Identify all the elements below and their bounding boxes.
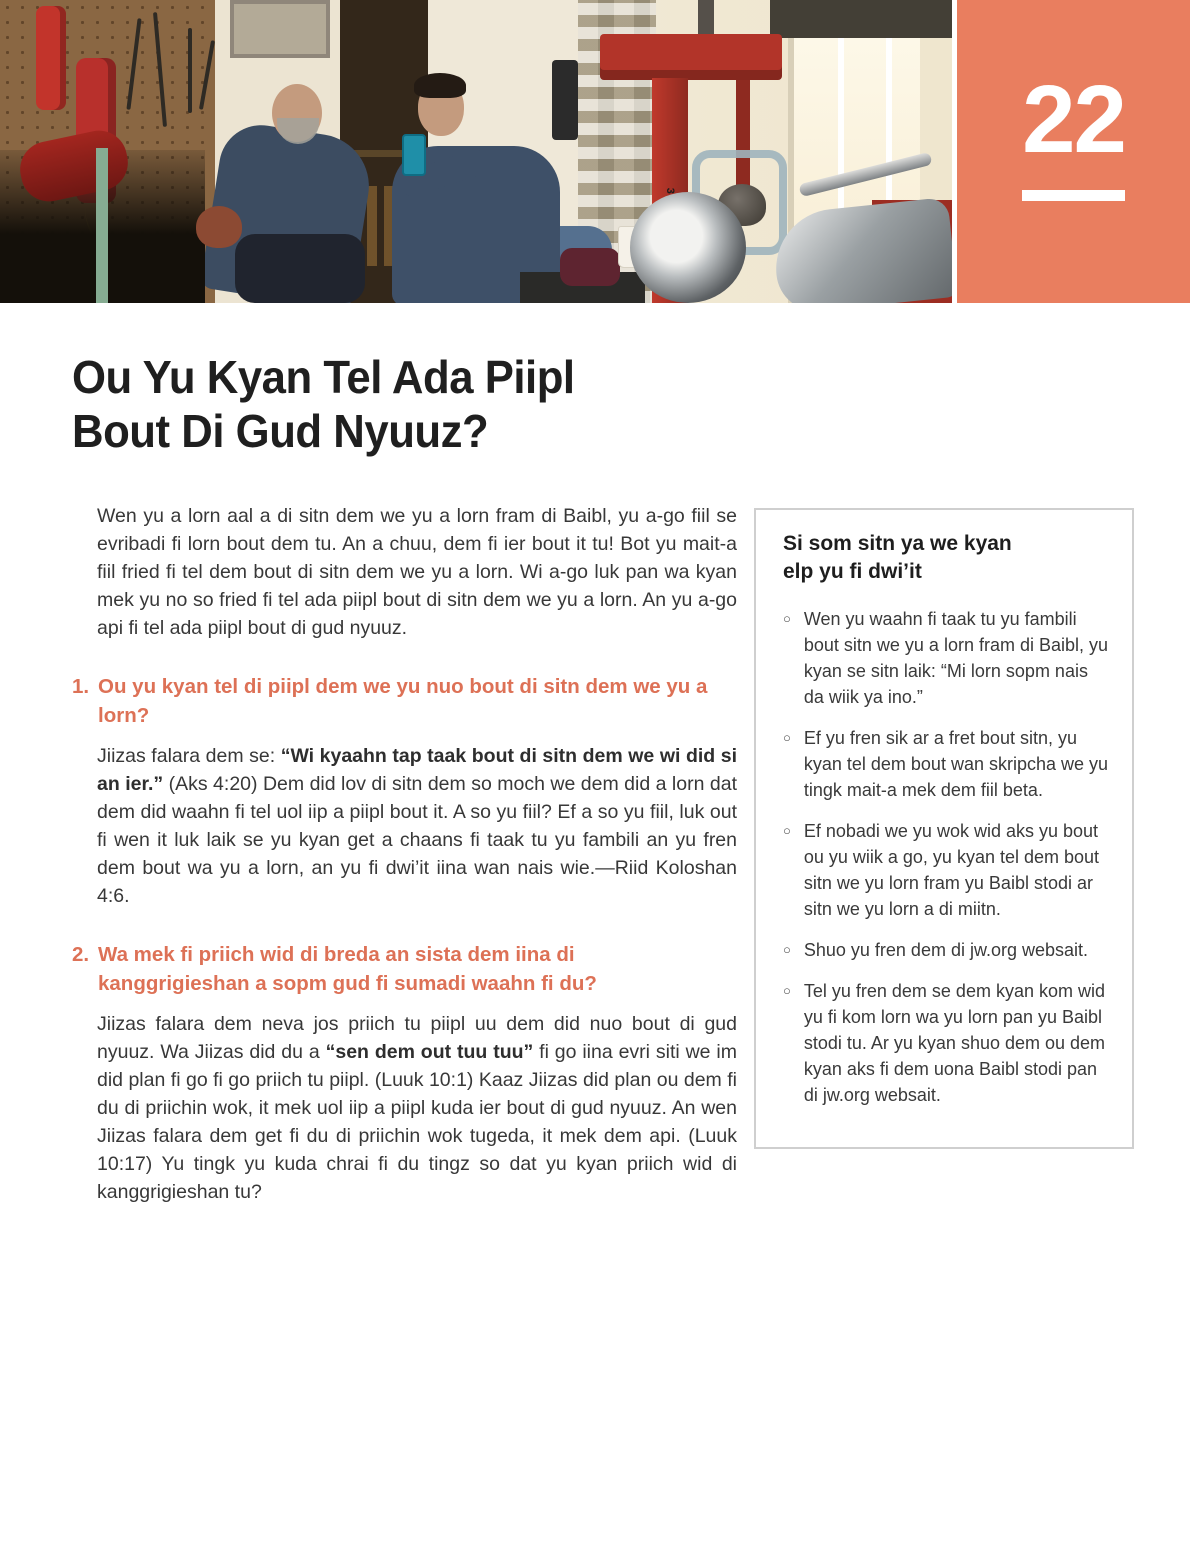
answer-paragraph: Jiizas falara dem neva jos priich tu piipl uu dem did nuo bout di gud nyuuz. Wa Jiizas did du a “sen dem out tuu tuu” fi go iina evri siti we im did plan fi go fi go priich tu piipl. (Luuk 10:1) Kaaz Jiizas did plan ou dem fi du di priichin wok, it mek uol iip a piipl kuda ier bout di gud nyuuz. An wen Jiizas falara dem get fi du di priichin wok tugeda, it mek dem api. (Luuk 10:17) Yu tingk yu kuda chrai fi du tingz so dat yu kyan priich wid di kanggrigieshan tu? bbox=[97, 1013, 737, 1203]
sidebar-bullet-item bbox=[783, 937, 1108, 963]
question-text: Wa mek fi priich wid di breda an sista dem iina di kanggrigieshan a sopm gud fi sumadi waahn fi du? bbox=[98, 943, 597, 995]
sidebar-bullet-text: Shuo yu fren dem di jw.org websait. bbox=[803, 940, 1089, 960]
lesson-section bbox=[72, 940, 737, 1206]
hero-photo bbox=[0, 0, 952, 303]
fire-extinguisher bbox=[36, 6, 66, 110]
motorcycle-headlight bbox=[630, 192, 746, 303]
mechanic-left-legs bbox=[235, 234, 365, 303]
answer-paragraph: Jiizas falara dem se: “Wi kyaahn tap taak bout di sitn dem we wi did si an ier.” (Aks 4:20) Dem did lov di sitn dem so moch we dem did a lorn dat dem did waahn fi tel uol iip a piipl bout it. A so yu fiil? Ef a so yu fiil, luk out fi wen it luk laik se yu kyan get a chaans fi taak tu yu fambili an yu fren dem bout wa yu a lorn, an yu fi dwi’it iina wan nais wie.—Riid Koloshan 4:6. bbox=[97, 745, 738, 907]
sidebar-bullet-text: Wen yu waahn fi taak tu yu fambili bout sitn we yu a lorn fram di Baibl, yu kyan se sitn laik: “Mi lorn sopm nais da wiik ya ino.” bbox=[803, 609, 1109, 707]
question-number: 1. bbox=[72, 675, 90, 698]
sidebar-bullet-list bbox=[783, 606, 1108, 1108]
green-post bbox=[96, 148, 108, 303]
lift-screw bbox=[698, 0, 714, 38]
sidebar-bullet-text: Ef yu fren sik ar a fret bout sitn, yu kyan tel dem bout wan skripcha we yu tingk mait-a mek dem fiil beta. bbox=[803, 728, 1109, 800]
sidebar-title bbox=[783, 530, 1108, 586]
sidebar-title-line2: elp yu fi dwi’it bbox=[783, 560, 922, 583]
question-heading bbox=[72, 672, 712, 730]
window-blinds bbox=[770, 0, 952, 38]
sidebar-bullet-item bbox=[783, 978, 1108, 1108]
page-title-line2: Bout Di Gud Nyuuz? bbox=[72, 405, 489, 457]
sidebar-box bbox=[754, 508, 1134, 1149]
lesson-section bbox=[72, 672, 737, 910]
lesson-sections bbox=[72, 672, 737, 1206]
sidebar-bullet-item bbox=[783, 606, 1108, 710]
circle-bullet-icon: ○ bbox=[783, 611, 791, 626]
lesson-number: 22 bbox=[1022, 66, 1125, 173]
sidebar-bullet-item bbox=[783, 818, 1108, 922]
question-heading bbox=[72, 940, 712, 998]
sidebar-bullet-text: Ef nobadi we yu wok wid aks yu bout ou yu wiik a go, yu kyan tel dem bout sitn we yu lorn fram yu Baibl stodi ar sitn we yu lorn a di miitn. bbox=[803, 821, 1100, 919]
circle-bullet-icon: ○ bbox=[783, 942, 791, 957]
red-rag bbox=[560, 248, 620, 286]
question-text: Ou yu kyan tel di piipl dem we yu nuo bout di sitn dem we yu a lorn? bbox=[98, 675, 708, 727]
sidebar-bullet-text: Tel yu fren dem se dem kyan kom wid yu fi kom lorn wa yu lorn pan yu Baibl stodi tu. Ar yu kyan shuo dem ou dem kyan aks fi dem uona Baibl stodi pan di jw.org websait. bbox=[803, 981, 1106, 1105]
main-column bbox=[72, 350, 737, 1206]
sidebar-title-line1: Si som sitn ya we kyan bbox=[783, 532, 1012, 555]
red-lift-beam bbox=[600, 34, 782, 80]
mechanic-right-hair bbox=[414, 73, 466, 98]
sidebar-bullet-item bbox=[783, 725, 1108, 803]
page-title-line1: Ou Yu Kyan Tel Ada Piipl bbox=[72, 351, 575, 403]
circle-bullet-icon: ○ bbox=[783, 823, 791, 838]
lesson-number-badge bbox=[957, 0, 1190, 303]
smartphone bbox=[402, 134, 426, 176]
lesson-number-underline bbox=[1022, 190, 1125, 201]
hanging-tool bbox=[188, 28, 192, 113]
wall-plaque bbox=[230, 0, 330, 58]
question-number: 2. bbox=[72, 943, 90, 966]
helmet bbox=[196, 206, 242, 248]
intro-paragraph: Wen yu a lorn aal a di sitn dem we yu a lorn fram di Baibl, yu a-go fiil se evribadi fi lorn bout dem tu. An a chuu, dem fi ier bout it tu! Bot yu mait-a fiil fried fi tel dem bout di sitn dem we yu a lorn. Wi a-go luk pan wa kyan mek yu no so fried fi tel ada piipl bout di sitn dem we yu a lorn. An yu a-go api fi tel ada piipl bout di gud nyuuz. bbox=[97, 505, 737, 639]
page-title bbox=[72, 350, 704, 458]
circle-bullet-icon: ○ bbox=[783, 983, 791, 998]
wall-telephone bbox=[552, 60, 578, 140]
circle-bullet-icon: ○ bbox=[783, 730, 791, 745]
